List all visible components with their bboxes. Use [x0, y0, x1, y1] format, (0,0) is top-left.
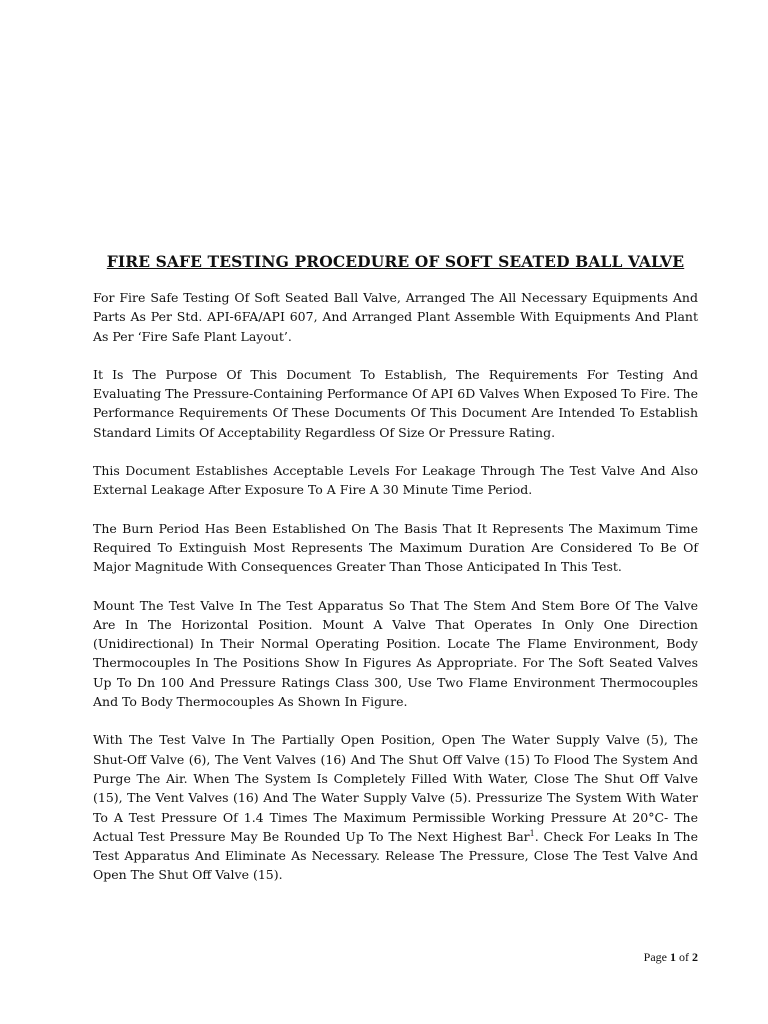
- document-title: FIRE SAFE TESTING PROCEDURE OF SOFT SEATED BALL VALVE: [106, 252, 685, 271]
- paragraph-3: This Document Establishes Acceptable Levels For Leakage Through The Test Valve And Also External Leakage After Exposure To A Fire A 30 Minute Time Period.: [93, 463, 698, 498]
- paragraph-6-text-end: . Check For Leaks In The Test Apparatus And Eliminate As Necessary. Release The Pressure, Close The Test Valve And Open The Shut Off Valve (15).: [93, 828, 698, 883]
- paragraph-5: Mount The Test Valve In The Test Apparatus So That The Stem And Stem Bore Of The Valve Are In The Horizontal Position. Mount A Valve That Operates In Only One Direction (Unidirectional) In Their Normal Operating Position. Locate The Flame Environment, Body Thermocouples In The Positions Show In Figures As Appropriate. For The Soft Seated Valves Up To Dn 100 And Pressure Ratings Class 300, Use Two Flame Environment Thermocouples And To Body Thermocouples As Shown In Figure.: [93, 597, 698, 710]
- paragraph-6: [93, 730, 698, 884]
- page-number-footer: [644, 950, 698, 965]
- document-body: [93, 252, 698, 904]
- paragraph-2: It Is The Purpose Of This Document To Establish, The Requirements For Testing And Evaluating The Pressure-Containing Performance Of API 6D Valves When Exposed To Fire. The Performance Requirements Of These Documents Of This Document Are Intended To Establish Standard Limits Of Acceptability Regardless Of Size Or Pressure Rating.: [93, 366, 698, 440]
- footnote-marker: 1: [529, 828, 535, 838]
- current-page-number: 1: [670, 950, 676, 964]
- page-label: Page: [643, 950, 667, 964]
- of-label: of: [679, 950, 689, 964]
- paragraph-6-text-start: With The Test Valve In The Partially Open Position, Open The Water Supply Valve (5), The Shut-Off Valve (6), The Vent Valves (16) And The Shut Off Valve (15) To Flood The System And Purge The Air. When The System Is Completely Filled With Water, Close The Shut Off Valve (15), The Vent Valves (16) And The Water Supply Valve (5). Pressurize The System With Water To A Test Pressure Of 1.4 Times The Maximum Permissible Working Pressure At 20°C- The Actual Test Pressure May Be Rounded Up To The Next Highest Bar: [93, 732, 698, 844]
- paragraph-1: For Fire Safe Testing Of Soft Seated Ball Valve, Arranged The All Necessary Equipments And Parts As Per Std. API-6FA/API 607, And Arranged Plant Assemble With Equipments And Plant As Per ‘Fire Safe Plant Layout’.: [93, 290, 698, 344]
- total-pages-number: 2: [692, 950, 698, 964]
- paragraph-4: The Burn Period Has Been Established On The Basis That It Represents The Maximum Time Required To Extinguish Most Represents The Maximum Duration Are Considered To Be Of Major Magnitude With Consequences Greater Than Those Anticipated In This Test.: [93, 520, 698, 575]
